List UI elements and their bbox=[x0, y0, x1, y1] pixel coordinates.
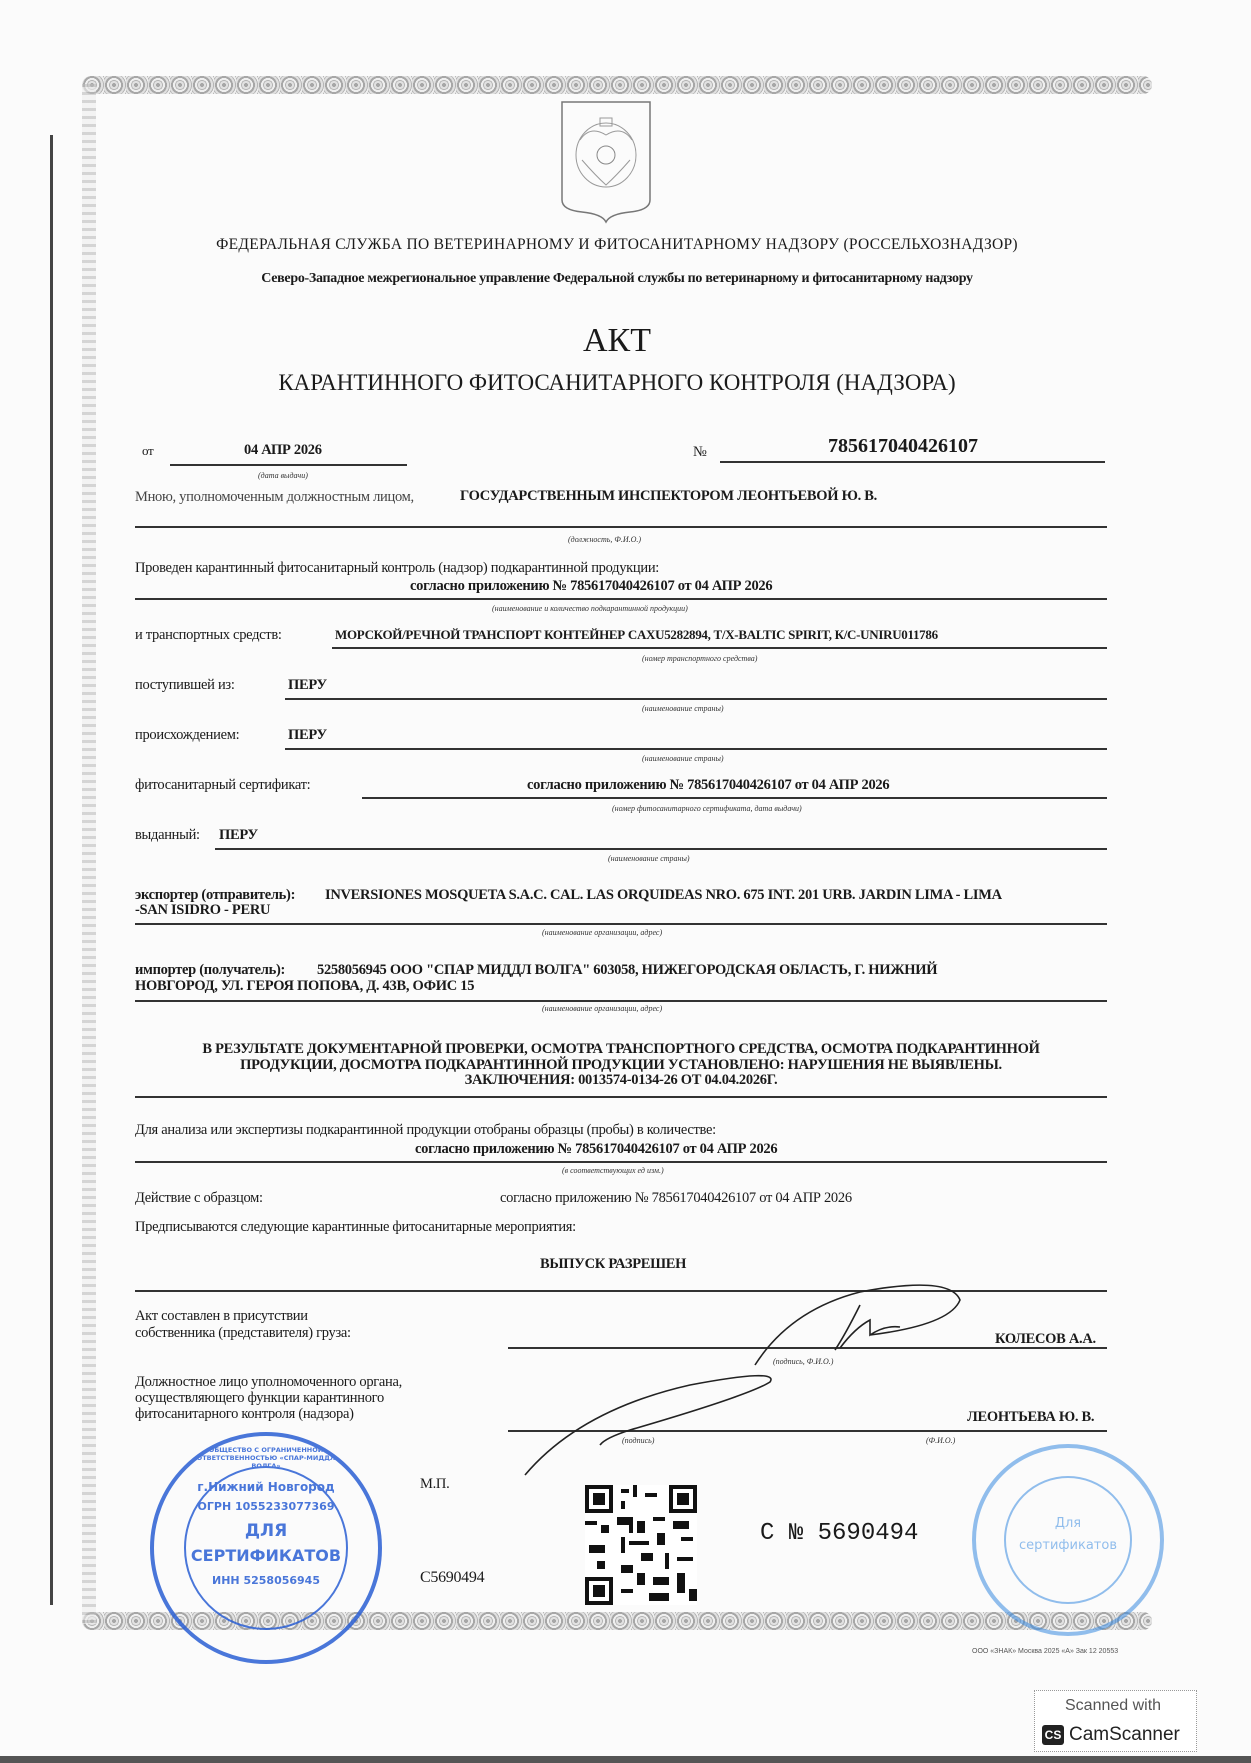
exporter-label: экспортер (отправитель): bbox=[135, 887, 296, 903]
samples-value: согласно приложению № 785617040426107 от 04 АПР 2026 bbox=[415, 1141, 778, 1157]
origin-underline bbox=[285, 748, 1107, 750]
transport-label: и транспортных средств: bbox=[135, 627, 282, 643]
arrived-value: ПЕРУ bbox=[288, 677, 327, 693]
stamp-serial-number: С5690494 bbox=[420, 1569, 485, 1586]
form-serial-number: С № 5690494 bbox=[760, 1520, 919, 1547]
company-stamp-right bbox=[972, 1444, 1164, 1636]
importer-value-line1: 5258056945 ООО "СПАР МИДДЛ ВОЛГА" 603058, НИЖЕГОРОДСКАЯ ОБЛАСТЬ, Г. НИЖНИЙ bbox=[317, 962, 938, 978]
measures-value: ВЫПУСК РАЗРЕШЕН bbox=[540, 1256, 687, 1272]
number-label: № bbox=[693, 444, 707, 460]
number-underline bbox=[720, 461, 1105, 463]
agency-name: ФЕДЕРАЛЬНАЯ СЛУЖБА ПО ВЕТЕРИНАРНОМУ И ФИТОСАНИТАРНОМУ НАДЗОРУ (РОССЕЛЬХОЗНАДЗОР) bbox=[216, 236, 1018, 253]
stamp-center-line1: ДЛЯ bbox=[244, 1521, 288, 1541]
inspector-underline bbox=[135, 526, 1107, 528]
samples-underline bbox=[135, 1161, 1107, 1163]
origin-value: ПЕРУ bbox=[288, 727, 327, 743]
stamp-ogrn: ОГРН 1055233077369 bbox=[197, 1500, 335, 1513]
control-hint: (наименование и количество подкарантинной продукции) bbox=[492, 604, 688, 613]
exporter-hint: (наименование организации, адрес) bbox=[542, 928, 663, 937]
owner-label-line1: Акт составлен в присутствии bbox=[135, 1308, 308, 1324]
origin-label: происхождением: bbox=[135, 727, 240, 743]
inspector-hint: (должность, Ф.И.О.) bbox=[568, 535, 642, 544]
qr-code bbox=[585, 1484, 697, 1606]
measures-label: Предписываются следующие карантинные фитосанитарные мероприятия: bbox=[135, 1219, 576, 1235]
importer-value-line2: НОВГОРОД, УЛ. ГЕРОЯ ПОПОВА, Д. 43В, ОФИС 15 bbox=[135, 978, 475, 994]
date-underline bbox=[170, 464, 407, 466]
inspector-value: ГОСУДАРСТВЕННЫМ ИНСПЕКТОРОМ ЛЕОНТЬЕВОЙ Ю. В. bbox=[460, 488, 877, 504]
inspection-result-line1: В РЕЗУЛЬТАТЕ ДОКУМЕНТАРНОЙ ПРОВЕРКИ, ОСМОТРА ТРАНСПОРТНОГО СРЕДСТВА, ОСМОТРА ПОДКАРАНТИННОЙ bbox=[202, 1041, 1040, 1057]
official-label-line1: Должностное лицо уполномоченного органа, bbox=[135, 1374, 402, 1390]
certificate-underline bbox=[362, 797, 1107, 799]
exporter-underline bbox=[135, 923, 1107, 925]
transport-value: МОРСКОЙ/РЕЧНОЙ ТРАНСПОРТ КОНТЕЙНЕР CAXU5282894, Т/Х-BALTIC SPIRIT, К/С-UNIRU011786 bbox=[335, 627, 938, 642]
result-underline bbox=[135, 1096, 1107, 1098]
arrived-hint: (наименование страны) bbox=[642, 704, 724, 713]
from-label: от bbox=[142, 443, 154, 458]
control-underline bbox=[135, 598, 1107, 600]
issued-value: ПЕРУ bbox=[219, 827, 258, 843]
arrived-label: поступившей из: bbox=[135, 677, 235, 693]
department-name: Северо-Западное межрегиональное управление Федеральной службы по ветеринарному и фитосанитарному надзору bbox=[261, 271, 973, 286]
certificate-label: фитосанитарный сертификат: bbox=[135, 777, 311, 793]
official-name: ЛЕОНТЬЕВА Ю. В. bbox=[967, 1409, 1095, 1425]
stamp-outer-text: ОБЩЕСТВО С ОГРАНИЧЕННОЙ ОТВЕТСТВЕННОСТЬЮ «СПАР-МИДДЛ ВОЛГА» bbox=[196, 1446, 336, 1470]
issue-date: 04 АПР 2026 bbox=[244, 442, 322, 458]
inspection-result-line2: ПРОДУКЦИИ, ДОСМОТРА ПОДКАРАНТИННОЙ ПРОДУКЦИИ УСТАНОВЛЕНО: НАРУШЕНИЯ НЕ ВЫЯВЛЕНЫ. bbox=[240, 1057, 1002, 1073]
sample-action-label: Действие с образцом: bbox=[135, 1190, 263, 1206]
official-signature-hint: (подпись) bbox=[622, 1436, 655, 1445]
transport-underline bbox=[332, 647, 1107, 649]
act-number: 785617040426107 bbox=[828, 435, 978, 457]
exporter-value-line1: INVERSIONES MOSQUETA S.A.C. CAL. LAS ORQUIDEAS NRO. 675 INT. 201 URB. JARDIN LIMA - LIMA bbox=[325, 887, 1002, 903]
stamp-city: г.Нижний Новгород bbox=[197, 1480, 335, 1494]
issued-hint: (наименование страны) bbox=[608, 854, 690, 863]
control-value: согласно приложению № 785617040426107 от 04 АПР 2026 bbox=[410, 578, 773, 594]
left-ornamental-border bbox=[82, 84, 96, 1624]
document-title: АКТ bbox=[583, 322, 651, 359]
camscanner-logo-icon: CS bbox=[1042, 1725, 1064, 1745]
samples-hint: (в соответствующих ед изм.) bbox=[562, 1166, 664, 1175]
inspector-label: Мною, уполномоченным должностным лицом, bbox=[135, 489, 414, 505]
samples-label: Для анализа или экспертизы подкарантинной продукции отобраны образцы (пробы) в количестве: bbox=[135, 1122, 716, 1138]
scan-bottom-edge bbox=[0, 1756, 1251, 1763]
certificate-value: согласно приложению № 785617040426107 от 04 АПР 2026 bbox=[527, 777, 890, 793]
scanner-caption: Scanned with bbox=[1065, 1697, 1162, 1714]
official-label-line2: осуществляющего функции карантинного bbox=[135, 1390, 384, 1406]
certificate-hint: (номер фитосанитарного сертификата, дата выдачи) bbox=[612, 804, 802, 813]
control-label: Проведен карантинный фитосанитарный контроль (надзор) подкарантинной продукции: bbox=[135, 560, 660, 576]
inspection-result-line3: ЗАКЛЮЧЕНИЯ: 0013574-0134-26 ОТ 04.04.2026Г. bbox=[464, 1072, 778, 1088]
owner-name: КОЛЕСОВ А.А. bbox=[995, 1331, 1096, 1347]
issued-label: выданный: bbox=[135, 827, 200, 843]
arrived-underline bbox=[285, 698, 1107, 700]
importer-label: импортер (получатель): bbox=[135, 962, 286, 978]
company-stamp-left bbox=[150, 1432, 382, 1664]
stamp-inn: ИНН 5258056945 bbox=[212, 1574, 320, 1587]
issued-underline bbox=[215, 848, 1107, 850]
origin-hint: (наименование страны) bbox=[642, 754, 724, 763]
stamp-center-line2: сертификатов bbox=[1019, 1538, 1117, 1553]
owner-signature-hint: (подпись, Ф.И.О.) bbox=[773, 1357, 834, 1366]
importer-hint: (наименование организации, адрес) bbox=[542, 1004, 663, 1013]
official-label-line3: фитосанитарного контроля (надзора) bbox=[135, 1406, 354, 1422]
printer-info: ООО «ЗНАК» Москва 2025 «А» Зак 12 20553 bbox=[972, 1648, 1119, 1655]
stamp-center-line2: СЕРТИФИКАТОВ bbox=[190, 1546, 342, 1565]
scanner-brand: CamScanner bbox=[1069, 1724, 1180, 1745]
sample-action-value: согласно приложению № 785617040426107 от 04 АПР 2026 bbox=[500, 1190, 852, 1206]
stamp-center-line1: Для bbox=[1054, 1516, 1082, 1531]
top-ornamental-border bbox=[82, 76, 1152, 94]
camscanner-watermark bbox=[1034, 1690, 1197, 1752]
coat-of-arms-emblem bbox=[560, 100, 652, 224]
exporter-value-line2: -SAN ISIDRO - PERU bbox=[135, 902, 271, 918]
document-subtitle: КАРАНТИННОГО ФИТОСАНИТАРНОГО КОНТРОЛЯ (НАДЗОРА) bbox=[278, 370, 956, 395]
date-hint: (дата выдачи) bbox=[258, 471, 308, 480]
official-signature bbox=[520, 1370, 790, 1480]
importer-underline bbox=[135, 1000, 1107, 1002]
transport-hint: (номер транспортного средства) bbox=[642, 654, 758, 663]
scan-edge bbox=[50, 135, 53, 1605]
owner-label-line2: собственника (представителя) груза: bbox=[135, 1325, 351, 1341]
official-name-hint: (Ф.И.О.) bbox=[926, 1436, 956, 1445]
owner-signature bbox=[750, 1280, 980, 1370]
seal-place-label: М.П. bbox=[420, 1476, 450, 1492]
